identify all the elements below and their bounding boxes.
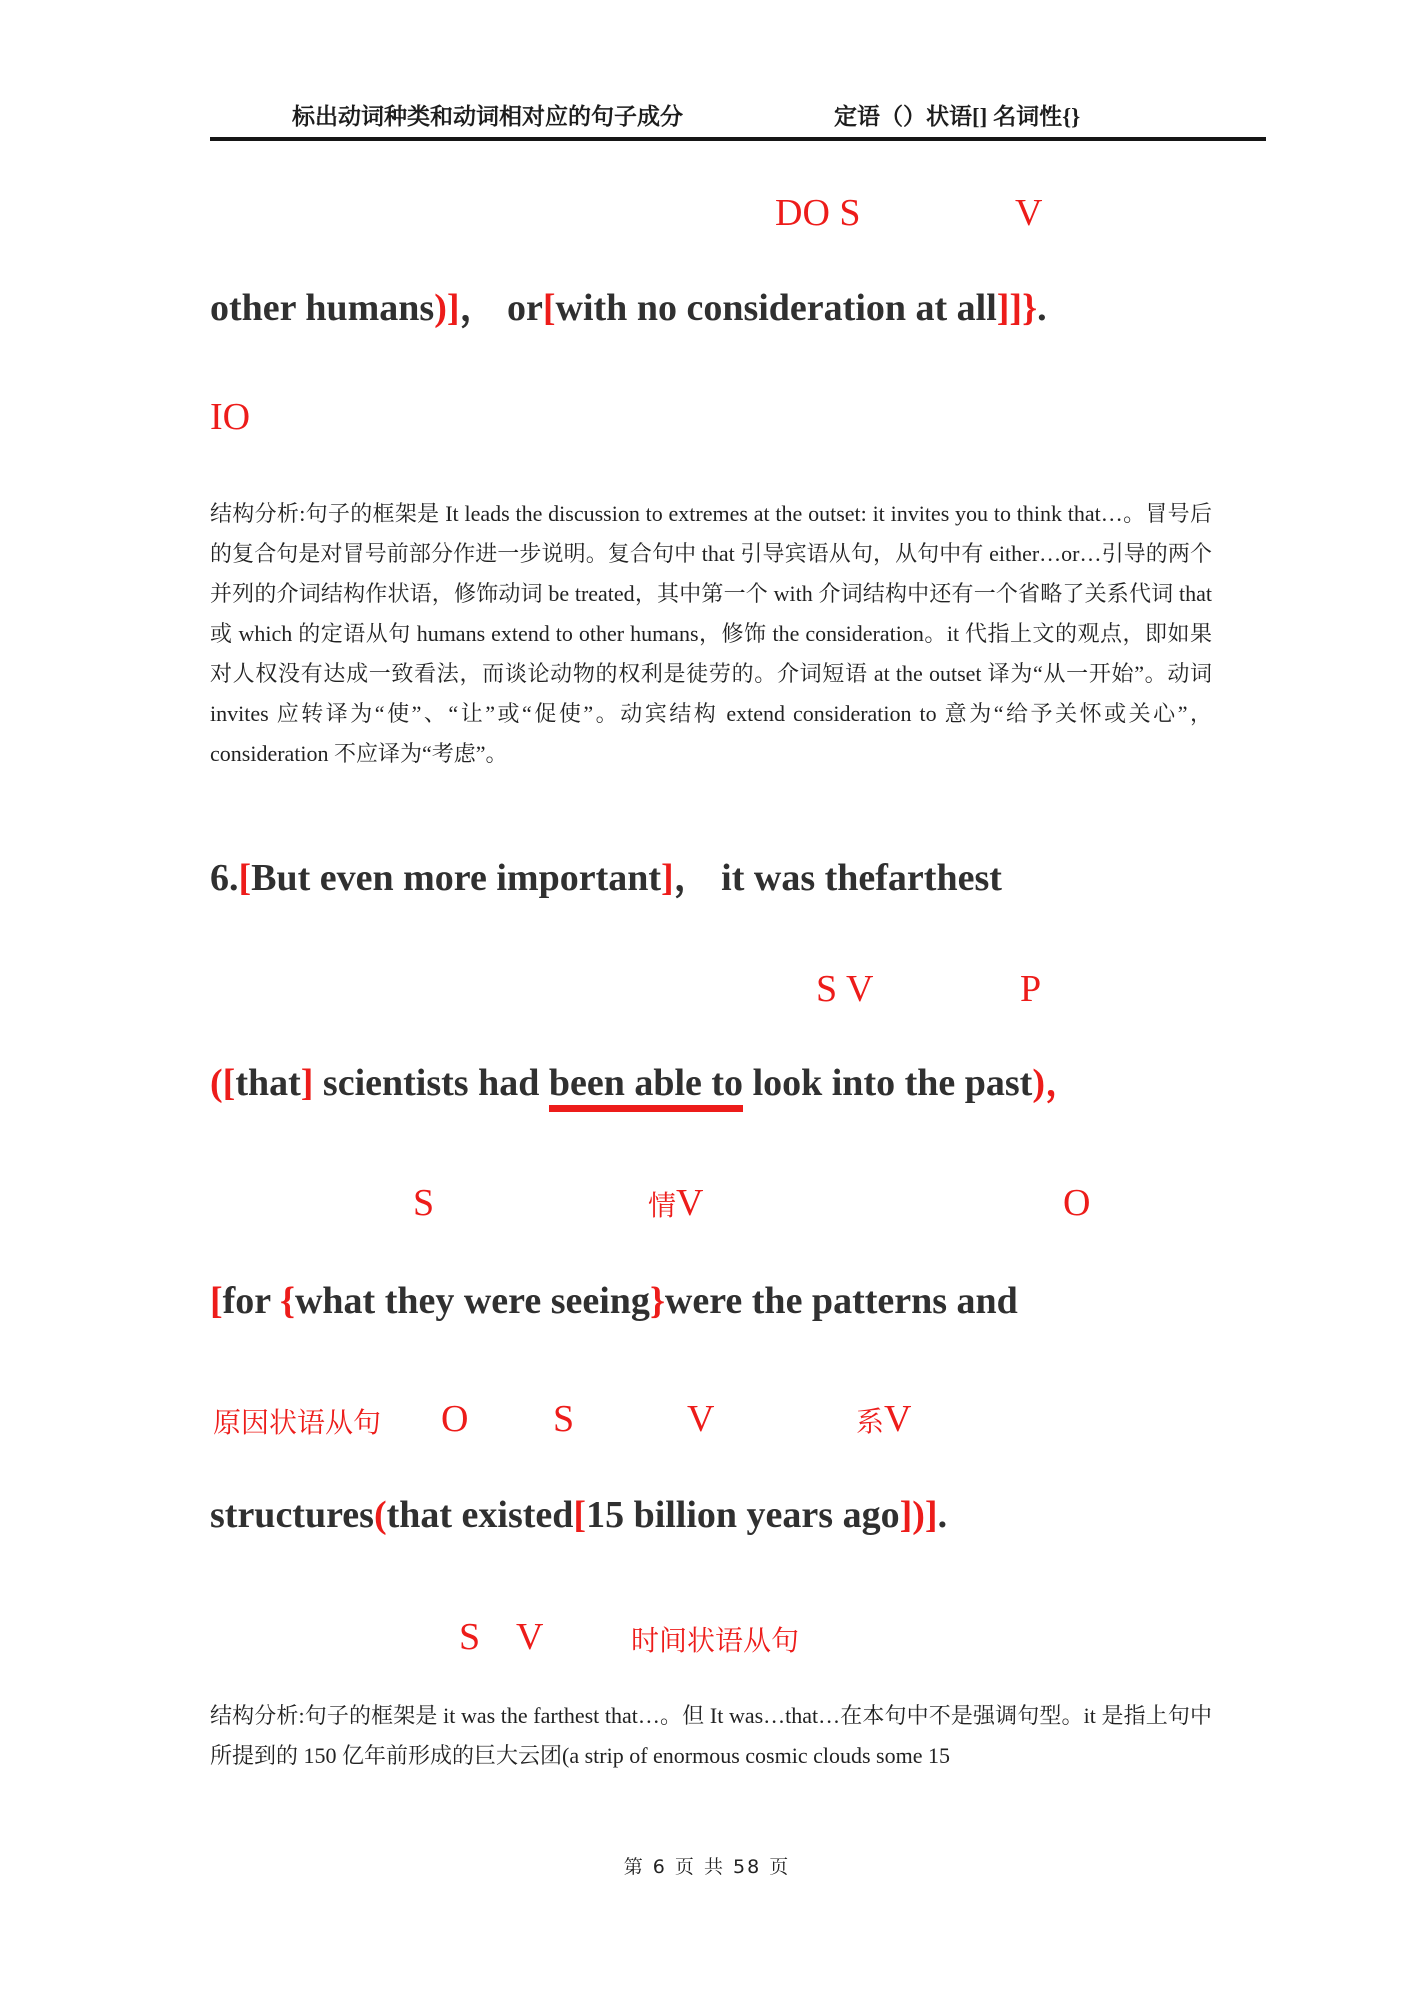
annotation-s: S <box>553 1398 575 1440</box>
sentence-text: But even more important <box>251 857 662 899</box>
sentence-other-humans <box>210 285 1047 333</box>
analysis-paragraph-1: 结构分析:句子的框架是 It leads the discussion to extremes at the outset: it invites you to think that…。冒号后的复合句是对冒号前部分作进一步说明。复合句中 that 引导宾语从句，从句中有 either…or…引导的两个并列的介词结构作状语，修饰动词 be treated，其中第一个 with 介词结构中还有一个省略了关系代词 that 或 which 的定语从句 humans extend to other humans，修饰 the consideration。it 代指上文的观点，即如果对人权没有达成一致看法，而谈论动物的权利是徒劳的。介词短语 at the outset 译为“从一开始”。动词 invites 应转译为“使”、“让”或“促使”。动宾结构 extend consideration to 意为“给予关怀或关心”，consideration 不应译为“考虑”。 <box>210 501 1212 766</box>
sentence-text: 15 billion years ago <box>586 1494 900 1536</box>
annotation-v: V <box>687 1398 715 1440</box>
red-brackets: ]]} <box>996 287 1038 329</box>
sentence-text: structures <box>210 1494 374 1536</box>
annotation-o: O <box>1063 1182 1091 1224</box>
red-paren-comma: )， <box>1032 1062 1083 1104</box>
annotation-xi-v <box>856 1400 911 1438</box>
sentence-period: . <box>937 1494 948 1536</box>
red-bracket: [ <box>542 287 556 329</box>
red-bracket: [ <box>238 857 252 899</box>
annotation-reason-clause: 原因状语从句 <box>213 1408 382 1439</box>
sentence-that-scientists <box>210 1060 1083 1108</box>
annotation-v: V <box>676 1182 704 1224</box>
sentence-structures <box>210 1492 947 1540</box>
sentence-text: other humans <box>210 287 435 329</box>
sentence-period: . <box>1037 287 1047 329</box>
sentence-text: that existed <box>386 1494 574 1536</box>
annotation-line-time-clause <box>0 1606 1414 1656</box>
annotation-s: S <box>413 1182 435 1224</box>
annotation-s-v: S V <box>816 968 874 1010</box>
sentence-for-what-they <box>210 1278 1018 1326</box>
annotation-line-s-qing-v-o <box>0 1172 1414 1222</box>
sentence-number: 6. <box>210 857 239 899</box>
red-brace: } <box>649 1280 665 1322</box>
sentence-text: scientists had <box>313 1062 549 1104</box>
page-number-footer: 第 6 页 共 58 页 <box>623 1856 791 1878</box>
annotation-do-s: DO S <box>775 192 861 234</box>
header-legend-right: 定语（）状语[] 名词性{} <box>834 104 1081 129</box>
annotation-v: V <box>1015 192 1043 234</box>
red-brackets: ])] <box>899 1494 938 1536</box>
red-bracket: [ <box>573 1494 587 1536</box>
annotation-line-s-v-p <box>0 958 1414 1008</box>
annotation-qing-v <box>648 1184 703 1222</box>
sentence-text: for <box>222 1280 280 1322</box>
annotation-io: IO <box>210 396 251 438</box>
sentence-6-heading <box>210 855 1002 903</box>
sentence-text: with no consideration at all <box>555 287 997 329</box>
underlined-phrase: been able to <box>549 1062 743 1112</box>
header-title-left: 标出动词种类和动词相对应的句子成分 <box>292 104 683 129</box>
red-bracket: [ <box>210 1280 223 1322</box>
annotation-time-clause: 时间状语从句 <box>631 1626 800 1657</box>
sentence-text: ， it was thefarthest <box>673 857 1002 899</box>
annotation-line-do-s-v <box>0 182 1414 232</box>
red-paren: ( <box>373 1494 387 1536</box>
annotation-v: V <box>516 1616 544 1658</box>
sentence-text: were the patterns and <box>664 1280 1018 1322</box>
annotation-o: O <box>441 1398 469 1440</box>
header-rule <box>210 137 1266 141</box>
annotation-qing: 情 <box>648 1191 677 1222</box>
red-bracket: ] <box>300 1062 314 1104</box>
annotation-s: S <box>459 1616 481 1658</box>
annotation-v: V <box>884 1398 912 1440</box>
annotation-line-reason-clause <box>0 1388 1414 1438</box>
sentence-text: ， or <box>459 287 543 329</box>
annotation-p: P <box>1020 968 1042 1010</box>
annotation-xi: 系 <box>856 1407 885 1438</box>
red-brackets: )] <box>434 287 460 329</box>
sentence-text: what they were seeing <box>294 1280 650 1322</box>
red-bracket: ] <box>661 857 674 899</box>
analysis-paragraph-2: 结构分析:句子的框架是 it was the farthest that…。但 It was…that…在本句中不是强调句型。it 是指上句中所提到的 150 亿年前形成的巨大云团(a strip of enormous cosmic clouds some 15 <box>210 1703 1212 1768</box>
sentence-text: that <box>235 1062 301 1104</box>
sentence-text: look into the past <box>743 1062 1033 1104</box>
red-brackets: ([ <box>210 1062 236 1104</box>
red-brace: { <box>280 1280 295 1322</box>
